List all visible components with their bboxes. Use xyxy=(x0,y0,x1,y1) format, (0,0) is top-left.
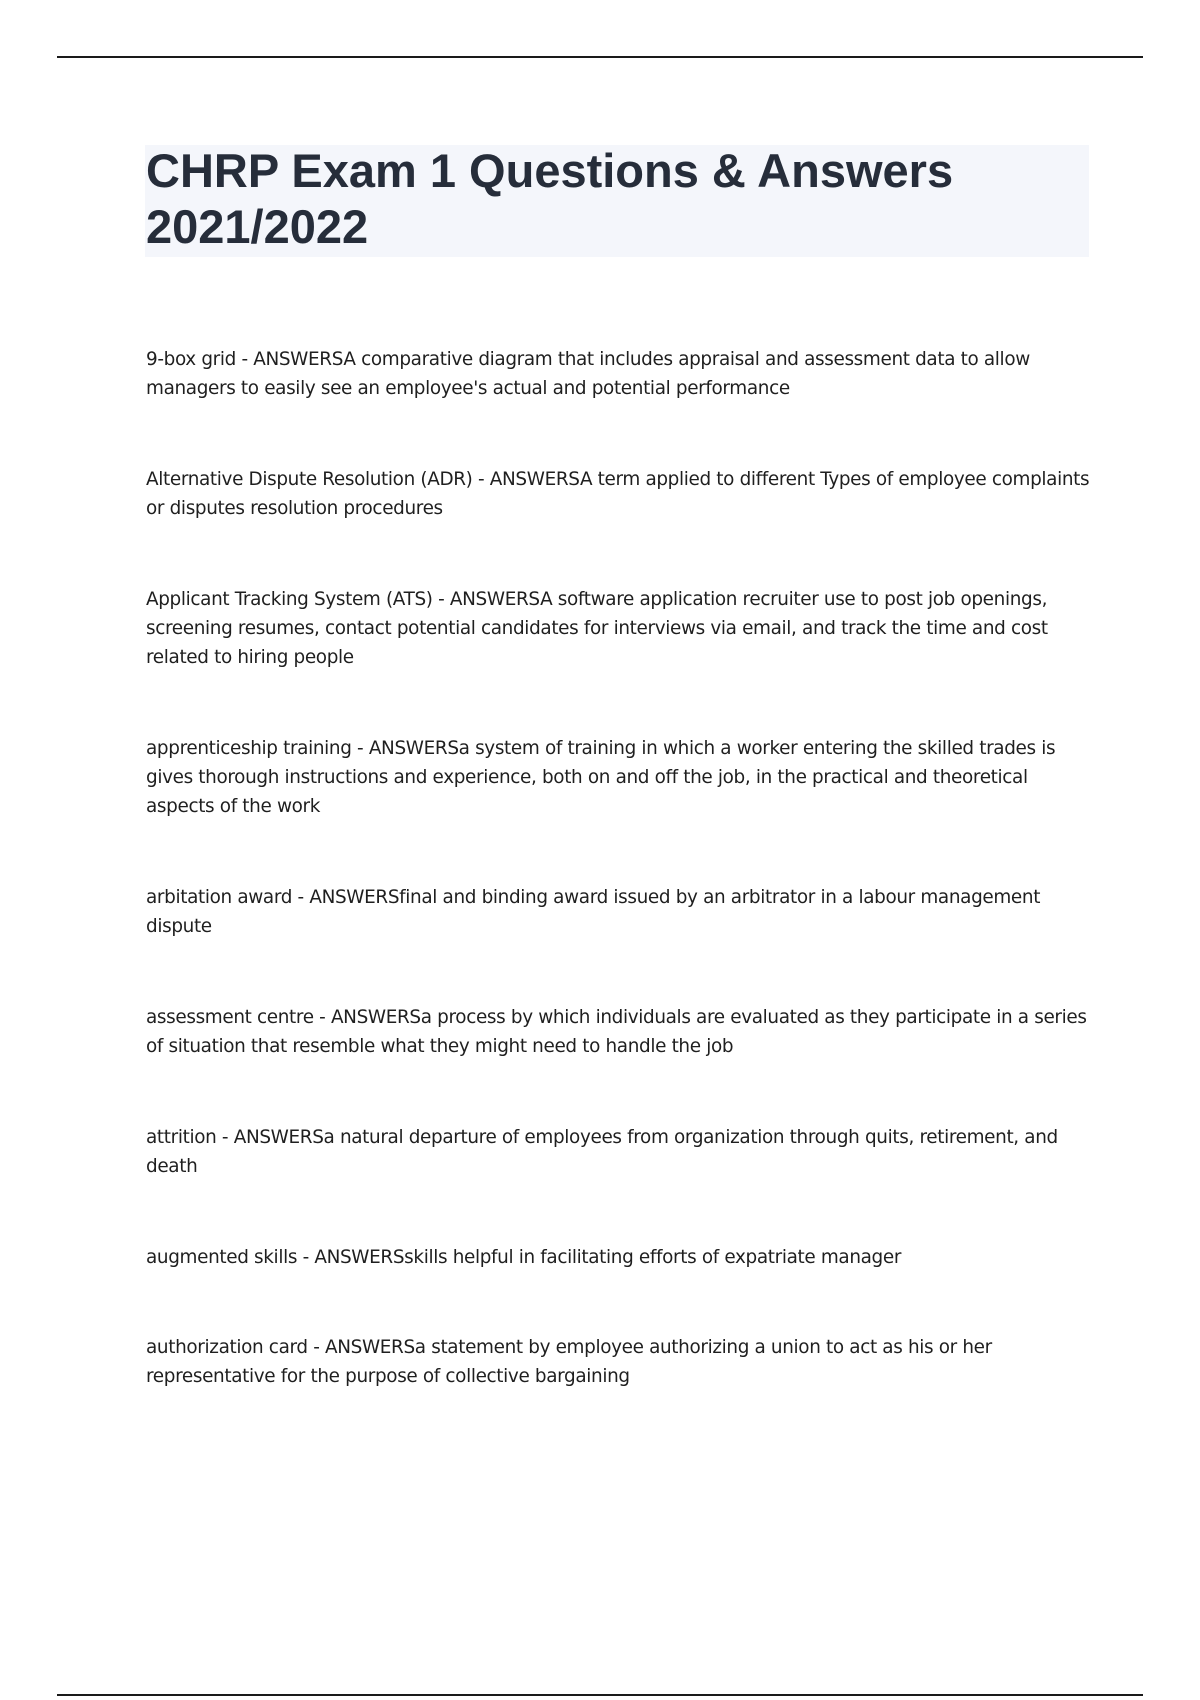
document-title: CHRP Exam 1 Questions & Answers 2021/2022 xyxy=(146,144,954,253)
header-divider xyxy=(57,56,1143,58)
flashcard-list xyxy=(146,345,1096,1391)
flashcard-entry: Alternative Dispute Resolution (ADR) - ANSWERSA term applied to different Types of employee complaints or disputes resolution procedures xyxy=(146,469,1090,519)
flashcard-entry: assessment centre - ANSWERSa process by which individuals are evaluated as they participate in a series of situation that resemble what they might need to handle the job xyxy=(146,1007,1087,1057)
flashcard-entry: arbitation award - ANSWERSfinal and binding award issued by an arbitrator in a labour management dispute xyxy=(146,887,1041,937)
flashcard-entry: 9-box grid - ANSWERSA comparative diagram that includes appraisal and assessment data to allow managers to easily see an employee's actual and potential performance xyxy=(146,349,1030,399)
flashcard-entry: attrition - ANSWERSa natural departure of employees from organization through quits, retirement, and death xyxy=(146,1127,1058,1177)
flashcard-entry: augmented skills - ANSWERSskills helpful in facilitating efforts of expatriate manager xyxy=(146,1247,902,1268)
flashcard-entry: apprenticeship training - ANSWERSa system of training in which a worker entering the skilled trades is gives thorough instructions and experience, both on and off the job, in the practical and theoretical aspects of the work xyxy=(146,738,1056,817)
footer-divider xyxy=(57,1694,1143,1696)
flashcard-entry: authorization card - ANSWERSa statement by employee authorizing a union to act as his or her representative for the purpose of collective bargaining xyxy=(146,1337,992,1387)
flashcard-entry: Applicant Tracking System (ATS) - ANSWERSA software application recruiter use to post job openings, screening resumes, contact potential candidates for interviews via email, and track the time and cost related to hiring people xyxy=(146,589,1048,668)
